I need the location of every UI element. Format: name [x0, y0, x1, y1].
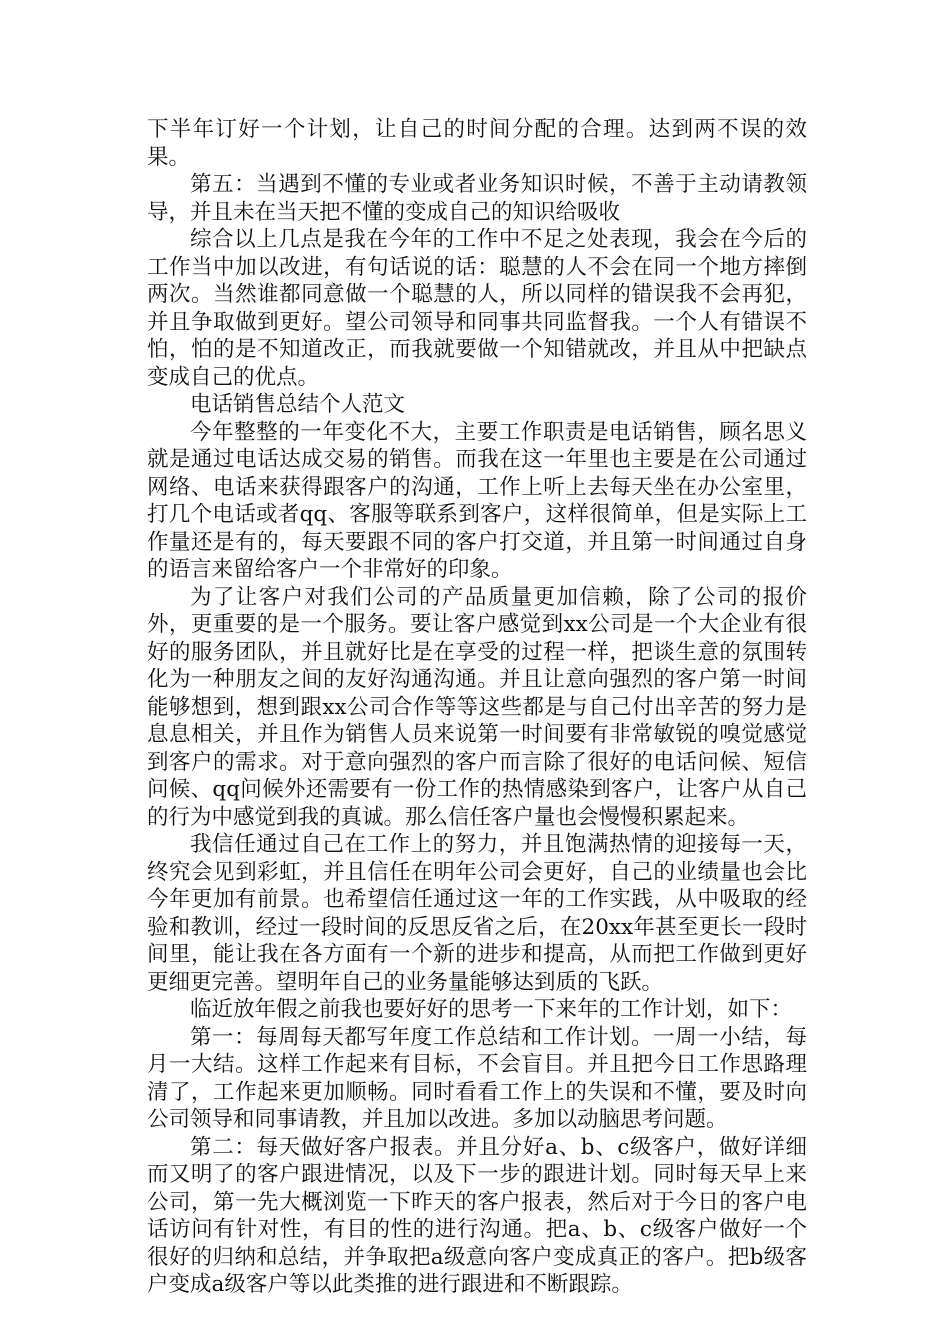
paragraph-10: 第二：每天做好客户报表。并且分好a、b、c级客户，做好详细而又明了的客户跟进情况，以及下一步的跟进计划。同时每天早上来公司，第一先大概浏览一下昨天的客户报表，然后对于今日的客户电话访问有针对性，有目的性的进行沟通。把a、b、c级客户做好一个很好的归纳和总结，并争取把a级意向客户变成真正的客户。把b级客户变成a级客户等以此类推的进行跟进和不断跟踪。	[147, 1134, 807, 1297]
paragraph-2: 第五：当遇到不懂的专业或者业务知识时候，不善于主动请教领导，并且未在当天把不懂的变成自己的知识给吸收	[147, 172, 807, 225]
paragraph-8: 临近放年假之前我也要好好的思考一下来年的工作计划，如下：	[190, 997, 793, 1022]
paragraph-9: 第一：每周每天都写年度工作总结和工作计划。一周一小结，每月一大结。这样工作起来有目标，不会盲目。并且把今日工作思路理清了，工作起来更加顺畅。同时看看工作上的失误和不懂，要及时向公司领导和同事请教，并且加以改进。多加以动脑思考问题。	[147, 1024, 807, 1132]
section-heading: 电话销售总结个人范文	[190, 392, 406, 417]
document-body	[147, 116, 807, 1299]
paragraph-1: 下半年订好一个计划，让自己的时间分配的合理。达到两不误的效果。	[147, 117, 807, 170]
paragraph-6: 为了让客户对我们公司的产品质量更加信赖，除了公司的报价外，更重要的是一个服务。要让客户感觉到xx公司是一个大企业有很好的服务团队，并且就好比是在享受的过程一样，把谈生意的氛围转化为一种朋友之间的友好沟通沟通。并且让意向强烈的客户第一时间能够想到，想到跟xx公司合作等等这些都是与自己付出辛苦的努力是息息相关，并且作为销售人员来说第一时间要有非常敏锐的嗅觉感觉到客户的需求。对于意向强烈的客户而言除了很好的电话问候、短信问候、qq问候外还需要有一份工作的热情感染到客户，让客户从自己的行为中感觉到我的真诚。那么信任客户量也会慢慢积累起来。	[147, 584, 807, 830]
paragraph-7: 我信任通过自己在工作上的努力，并且饱满热情的迎接每一天，终究会见到彩虹，并且信任在明年公司会更好，自己的业绩量也会比今年更加有前景。也希望信任通过这一年的工作实践，从中吸取的经验和教训，经过一段时间的反思反省之后，在20xx年甚至更长一段时间里，能让我在各方面有一个新的进步和提高，从而把工作做到更好更细更完善。望明年自己的业务量能够达到质的飞跃。	[147, 832, 807, 995]
paragraph-3: 综合以上几点是我在今年的工作中不足之处表现，我会在今后的工作当中加以改进，有句话说的话：聪慧的人不会在同一个地方摔倒两次。当然谁都同意做一个聪慧的人，所以同样的错误我不会再犯，并且争取做到更好。望公司领导和同事共同监督我。一个人有错误不怕，怕的是不知道改正，而我就要做一个知错就改，并且从中把缺点变成自己的优点。	[147, 227, 807, 390]
paragraph-5: 今年整整的一年变化不大，主要工作职责是电话销售，顾名思义就是通过电话达成交易的销售。而我在这一年里也主要是在公司通过网络、电话来获得跟客户的沟通，工作上听上去每天坐在办公室里，打几个电话或者qq、客服等联系到客户，这样很简单，但是实际上工作量还是有的，每天要跟不同的客户打交道，并且第一时间通过自身的语言来留给客户一个非常好的印象。	[147, 419, 807, 582]
